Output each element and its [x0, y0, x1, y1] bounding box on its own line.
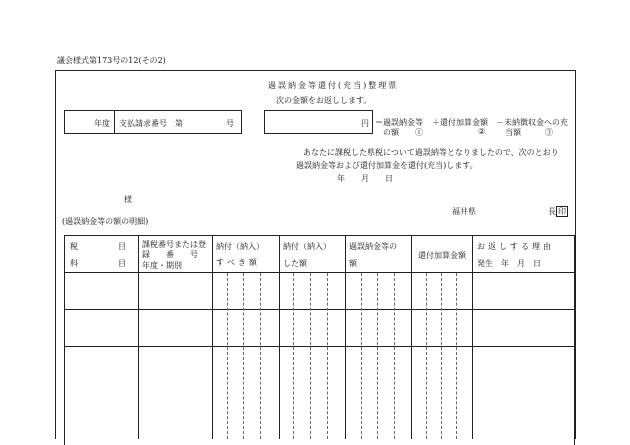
- year-label: 年度: [94, 119, 110, 128]
- header-tax-number: 課税番号または登: [142, 240, 206, 249]
- notice-line-1: あなたに課税した県税について過誤納等となりましたので、次のとおり: [303, 148, 559, 157]
- issuer-title-text: 長: [548, 207, 556, 216]
- header-amount-paid: 納付（納入）: [283, 242, 331, 251]
- table-col-divider: [411, 235, 412, 439]
- formula-item3-top: －未納徴収金への充: [496, 118, 568, 127]
- formula-item3-bottom: 当額 ③: [505, 128, 553, 137]
- form-title: 過誤納金等還付(充当)整理票: [268, 81, 399, 90]
- digit-guide: [361, 273, 362, 439]
- formula-item1-bottom: の額 ①: [383, 128, 423, 137]
- header-amount-due-2: すべき額: [216, 258, 260, 267]
- digit-guide: [377, 273, 378, 439]
- table-col-divider: [138, 235, 139, 439]
- header-tax-subitem: 科 目: [70, 259, 126, 268]
- digit-guide: [426, 273, 427, 439]
- seal-mark: 印: [558, 207, 566, 216]
- detail-caption: (過誤納金等の額の明細): [62, 217, 149, 226]
- request-box-divider: [114, 110, 115, 134]
- amount-box: [264, 110, 373, 134]
- form-id: 議会様式第173号の12(その2): [57, 56, 166, 65]
- issuer-title: [548, 206, 568, 217]
- header-registration-number: 録 番 号: [142, 250, 198, 259]
- formula-item2-top: ＋還付加算金額: [432, 118, 488, 127]
- header-overpayment: 過誤納金等の: [349, 242, 397, 251]
- digit-guide: [293, 273, 294, 439]
- table-col-divider: [212, 235, 213, 439]
- notice-line-2: 過誤納金等および還付加算金を還付(充当)します。: [296, 161, 478, 170]
- digit-guide: [456, 273, 457, 439]
- issuer-name: 福井県: [452, 207, 476, 216]
- table-col-divider: [472, 235, 473, 439]
- formula-item1-top: ＝過誤納金等: [375, 118, 423, 127]
- request-number-label: 支払請求番号 第: [119, 119, 183, 128]
- table-row-divider: [64, 309, 575, 310]
- header-overpayment-2: 額: [349, 259, 357, 268]
- table-col-divider: [279, 235, 280, 439]
- digit-guide: [327, 273, 328, 439]
- digit-guide: [260, 273, 261, 439]
- digit-guide: [227, 273, 228, 439]
- addressee-suffix: 様: [124, 195, 132, 204]
- header-refund-reason: お返しする理由: [477, 242, 554, 251]
- table-col-divider: [345, 235, 346, 439]
- digit-guide: [243, 273, 244, 439]
- header-amount-paid-2: した額: [283, 259, 307, 268]
- header-refund-addition: 還付加算金額: [418, 251, 466, 260]
- form-subtitle: 次の金額をお返しします。: [276, 96, 372, 105]
- formula-item2-bottom: ②: [478, 127, 486, 136]
- header-amount-due: 納付（納入）: [216, 242, 264, 251]
- digit-guide: [310, 273, 311, 439]
- amount-unit: 円: [361, 119, 369, 128]
- header-year-period: 年度・期別: [142, 261, 182, 270]
- issue-date: 年 月 日: [337, 174, 393, 183]
- digit-guide: [394, 273, 395, 439]
- header-tax-item: 税 目: [70, 242, 126, 251]
- table-row-divider: [64, 272, 575, 273]
- number-suffix: 号: [226, 119, 234, 128]
- digit-guide: [441, 273, 442, 439]
- table-row-divider: [64, 346, 575, 347]
- header-occurrence-date: 発生 年 月 日: [477, 259, 541, 268]
